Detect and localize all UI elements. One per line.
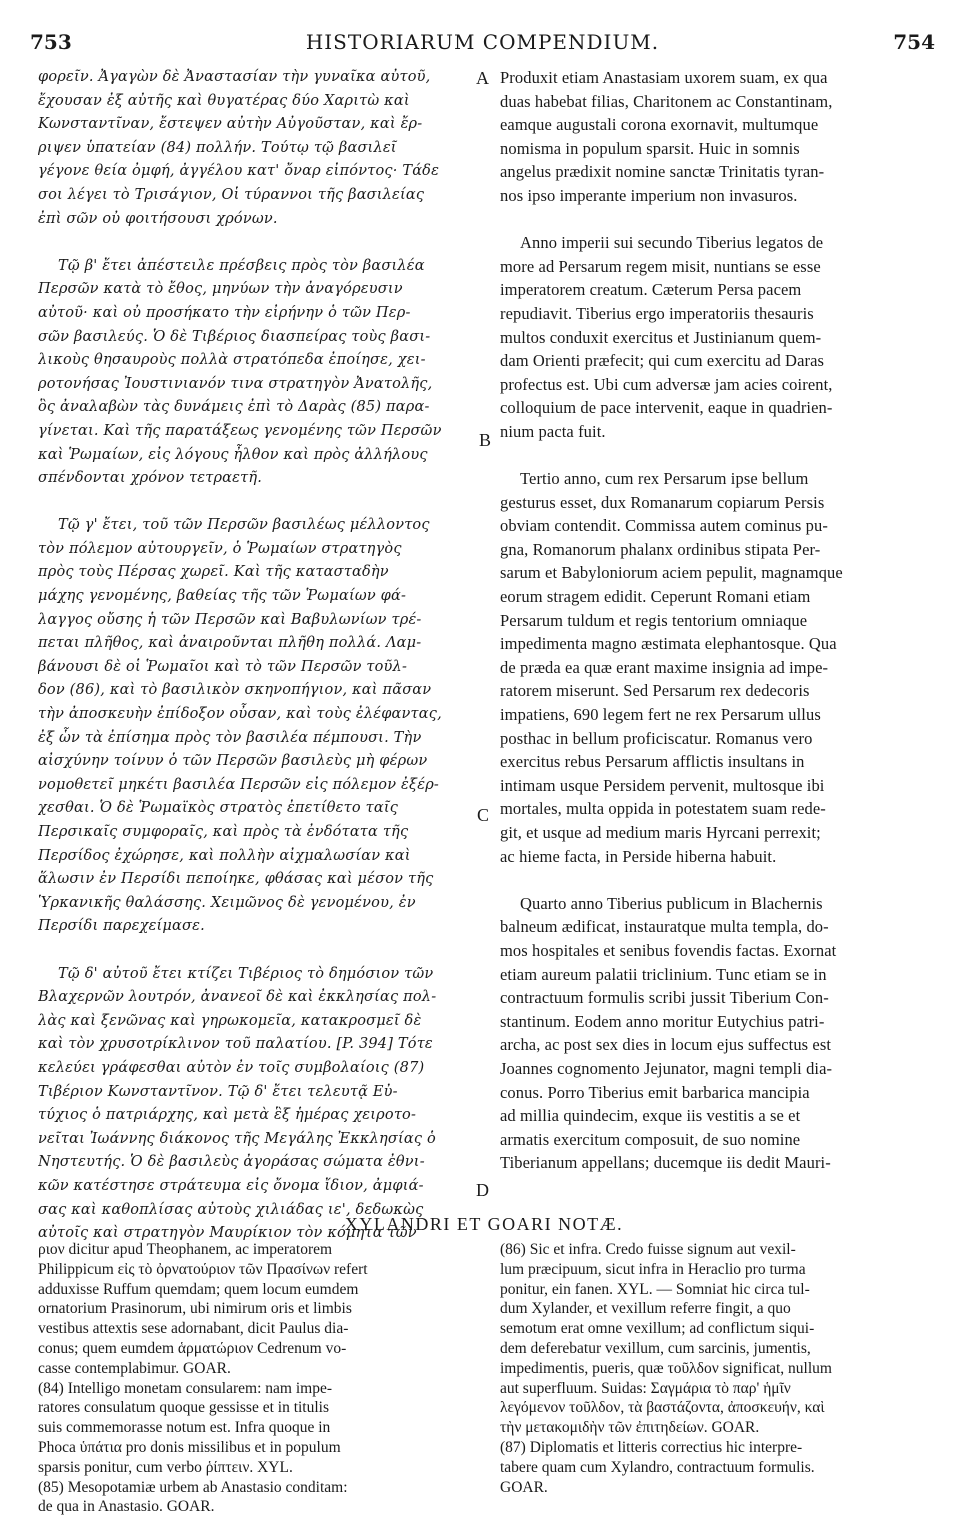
greek-text-line: κῶν κατέστησε στράτευμα εἰς ὄνομα ἴδιον, ἀμφιά- xyxy=(38,1177,424,1194)
greek-text-line: ἐξ ὧν τὰ ἐπίσημα πρὸς τὸν βασιλέα πέμπουσι. Τὴν xyxy=(38,729,422,746)
latin-text-line: mortales, multa oppida in potestatem suam rede- xyxy=(500,799,826,819)
greek-text-line: χεσθαι. Ὁ δὲ Ῥωμαϊκὸς στρατὸς ἐπετίθετο ταῖς xyxy=(38,800,399,817)
greek-text-line: βάνουσι δὲ οἱ Ῥωμαῖοι καὶ τὸ τῶν Περσῶν τοῦλ- xyxy=(38,658,408,675)
latin-text-line: gna, Romanorum phalanx ordinibus stipata Per- xyxy=(500,539,821,559)
latin-text-line: exercitus rebus Persarum afflictis insultans in xyxy=(500,752,805,772)
latin-text-line: Anno imperii sui secundo Tiberius legatos de xyxy=(520,233,824,253)
latin-text-line: gesturus esset, dux Romanarum copiarum Persis xyxy=(500,492,825,512)
right-note-line: semotum erat omne vexillum; ad conflictum siqui- xyxy=(500,1320,815,1338)
notes-left-column xyxy=(38,1240,470,1517)
greek-text-line: δον (86), καὶ τὸ βασιλικὸν σκηνοπήγιον, καὶ πᾶσαν xyxy=(38,682,432,699)
left-note-line: suis commemorasse notum est. Infra quoque in xyxy=(38,1419,331,1437)
latin-text-line: impatiens, 690 legem fert ne rex Persarum ullus xyxy=(500,705,821,725)
latin-text-line: archa, ac post sex dies in locum ejus suffectus est xyxy=(500,1035,832,1055)
greek-text-line: νεῖται Ἰωάννης διάκονος τῆς Μεγάλης Ἐκκλησίας ὁ xyxy=(38,1130,436,1147)
left-note-line: ornatorium Prasinorum, ubi nimirum oris et limbis xyxy=(38,1300,352,1318)
latin-text-line: imperatorem creatum. Cæterum Persa pacem xyxy=(500,280,802,300)
greek-text-line: τὸν πόλεμον αὐτουργεῖν, ὁ Ῥωμαίων στρατηγὸς xyxy=(38,540,402,557)
latin-text-line: colloquium de pace intervenit, eaque in quadrien- xyxy=(500,398,833,418)
page-number-left: 753 xyxy=(30,30,72,54)
greek-text-line: Περσῶν κατὰ τὸ ἔθος, μηνύων τὴν ἀναγόρευσιν xyxy=(38,281,403,298)
greek-text-line: πρὸς τοὺς Πέρσας χωρεῖ. Καὶ τῆς κατασταδὴν xyxy=(38,564,389,581)
greek-text-line: καὶ τὸν χρυσοτρίκλινον τοῦ παλατίου. [P. 394] Τότε xyxy=(38,1036,433,1053)
latin-text-line: stantinum. Eodem anno moritur Eutychius patri- xyxy=(500,1011,825,1031)
greek-text-line: Τιβέριον Κωνσταντῖνον. Τῷ δ' ἔτει τελευτᾷ Εὐ- xyxy=(38,1083,398,1100)
greek-text-line: ἔχουσαν ἐξ αὐτῆς καὶ θυγατέρας δύο Χαριτὼ καὶ xyxy=(38,92,410,109)
greek-text-line: αὐτοῖς καὶ στρατηγὸν Μαυρίκιον τὸν κόμητα τῶν xyxy=(38,1225,417,1242)
latin-text-line: Produxit etiam Anastasiam uxorem suam, ex qua xyxy=(500,68,828,87)
latin-text-line: ad millia quindecim, exque iis vestitis a se et xyxy=(500,1106,801,1126)
greek-text-line: σοι λέγει τὸ Τρισάγιον, Οἱ τύραννοι τῆς βασιλείας xyxy=(38,186,425,203)
greek-text-line: γίνεται. Καὶ τῆς παρατάξεως γενομένης τῶν Περσῶν xyxy=(38,422,442,439)
greek-text-line: Βλαχερνῶν λουτρόν, ἀνανεοῖ δὲ καὶ ἐκκλησίας πολ- xyxy=(38,989,437,1006)
greek-text-line: σπένδονται χρόνον τετραετῆ. xyxy=(38,470,263,487)
latin-text-line: balneum ædificat, instauratque multa templa, do- xyxy=(500,917,829,937)
left-note-line: (84) Intelligo monetam consularem: nam impe- xyxy=(38,1379,332,1397)
latin-text-line: nium pacta fuit. xyxy=(500,421,606,441)
left-note-line: (85) Mesopotamiæ urbem ab Anastasio conditam: xyxy=(38,1478,348,1496)
left-note-line: ριον dicitur apud Theophanem, ac imperatorem xyxy=(38,1241,333,1258)
latin-text-line: impedimenta magno æstimata elephantosque. Qua xyxy=(500,634,837,654)
latin-text-line: sarum et Babyloniorum aciem pepulit, magnamque xyxy=(500,563,843,583)
latin-text-line: mos hospitales et senibus fovendis factas. Exornat xyxy=(500,940,837,960)
right-note-line: tabere quam cum Xylandro, contractuum formulis. xyxy=(500,1458,815,1476)
greek-text-line: Τῷ γ' ἔτει, τοῦ τῶν Περσῶν βασιλέως μέλλοντος xyxy=(58,517,430,534)
latin-text-line: conus. Porro Tiberius emit barbarica mancipia xyxy=(500,1082,810,1102)
latin-text-line: angelus prædixit nomine sanctæ Trinitatis tyran- xyxy=(500,162,825,182)
latin-text-line: repudiavit. Tiberius ergo imperatoriis thesauris xyxy=(500,303,814,323)
greek-text-line: λικοὺς θησαυροὺς πολλὰ στρατόπεδα ἐποίησε, χει- xyxy=(38,352,426,369)
greek-paragraph xyxy=(38,514,470,939)
latin-text-line: eamque augustali corona exornavit, multumque xyxy=(500,115,819,135)
latin-text-line: armatis exercitum composuit, de suo nomine xyxy=(500,1129,801,1149)
left-note-line: adduxisse Ruffum quemdam; quem locum eumdem xyxy=(38,1280,359,1298)
latin-text-line: eorum stragem edidit. Ceperunt Romani etiam xyxy=(500,587,811,607)
latin-text-line: ac hieme facta, in Perside hiberna habuit. xyxy=(500,846,777,866)
section-marker-b: B xyxy=(479,430,492,450)
right-note-line: (86) Sic et infra. Credo fuisse signum aut vexil- xyxy=(500,1241,796,1258)
greek-text-line: τὴν ἀποσκευὴν ἐπίδοξον οὖσαν, καὶ τοὺς ἐλέφαντας, xyxy=(38,706,442,723)
notes-right-column xyxy=(500,1240,932,1497)
latin-text-line: de præda ea quæ erant maxime insignia ad impe- xyxy=(500,657,829,677)
latin-text-line: Quarto anno Tiberius publicum in Blachernis xyxy=(520,893,823,913)
greek-text-line: τύχιος ὁ πατριάρχης, καὶ μετὰ ἓξ ἡμέρας χειροτο- xyxy=(38,1107,417,1124)
running-title: HISTORIARUM COMPENDIUM. xyxy=(305,30,660,54)
greek-text-line: Τῷ β' ἔτει ἀπέστειλε πρέσβεις πρὸς τὸν βασιλέα xyxy=(58,257,425,274)
greek-text-line: ἅλωσιν ἐν Περσίδι πεποίηκε, φθάσας καὶ μέσον τῆς xyxy=(38,871,434,888)
greek-text-line: Περσικαῖς συμφοραῖς, καὶ πρὸς τὰ ἐνδότατα τῆς xyxy=(38,824,409,840)
greek-text-line: ὃς ἀναλαβὼν τὰς δυνάμεις ἐπὶ τὸ Δαρὰς (85) παρα- xyxy=(38,399,430,416)
greek-text-line: νομοθετεῖ μηκέτι βασιλέα Περσῶν εἰς πόλεμον ἐξέρ- xyxy=(38,776,440,793)
greek-text-line: καὶ Ῥωμαίων, εἰς λόγους ἦλθον καὶ πρὸς ἀλλήλους xyxy=(38,446,428,463)
right-note-line: ponitur, ein fanen. XYL. — Somniat hic circa tul- xyxy=(500,1280,810,1298)
right-note-line: dem deferebatur vexillum, cum sarcinis, jumentis, xyxy=(500,1339,811,1357)
left-note-line: Phoca ὑπάτια pro donis missilibus et in populum xyxy=(38,1438,341,1456)
latin-text-line: posthac in bellum proficiscatur. Romanus vero xyxy=(500,728,813,748)
greek-text-line: σῶν βασιλεύς. Ὁ δὲ Τιβέριος διασπείρας τοὺς βασι- xyxy=(38,328,431,345)
greek-text-line: λαγγος οὔσης ἡ τῶν Περσῶν καὶ Βαβυλωνίων τρέ- xyxy=(38,611,422,628)
latin-text-line: nos ipso imperante imperium non invasuros. xyxy=(500,185,798,205)
latin-text-line: intimam usque Persidem pervenit, multosque ibi xyxy=(500,775,825,795)
greek-text-line: γέγονε θεία ὀμφή, ἀγγέλου κατ' ὄναρ εἰπόντος· Τάδε xyxy=(38,163,440,180)
greek-text-line: Νηστευτής. Ὁ δὲ βασιλεὺς ἀγοράσας σώματα ἐθνι- xyxy=(38,1154,425,1171)
left-note-line: sparsis ponitur, cum verbo ῥίπτειν. XYL. xyxy=(38,1458,293,1476)
greek-text-line: μάχης γενομένης, βαθείας τῆς τῶν Ῥωμαίων φά- xyxy=(38,588,407,605)
greek-text-line: ἐπὶ σῶν οὐ φοιτήσουσι χρόνων. xyxy=(38,210,278,227)
latin-text-line: multos conduxit exercitus et Justinianum quem- xyxy=(500,327,822,347)
greek-text-column xyxy=(38,66,470,1269)
latin-text-line: obviam contendit. Commissa autem cominus pu- xyxy=(500,516,828,536)
latin-text-line: Persarum tuldum et regis tentorium omniaque xyxy=(500,610,808,630)
page-number-right: 754 xyxy=(893,30,935,54)
right-note-line: aut superfluum. Suidas: Σαγμάρια τὸ παρ' ἡμῖν xyxy=(500,1379,791,1397)
greek-paragraph xyxy=(38,66,470,231)
latin-text-line: Tertio anno, cum rex Persarum ipse bellum xyxy=(520,469,809,489)
latin-text-column xyxy=(500,66,932,1199)
greek-text-line: Κωνσταντῖναν, ἔστεψεν αὐτὴν Αὐγοῦσταν, καὶ ἔρ- xyxy=(38,116,423,133)
latin-text-line: Tiberianum appellans; ducemque iis dedit Mauri- xyxy=(500,1153,831,1173)
greek-text-line: πεται πλῆθος, καὶ ἀναιροῦνται πλῆθη πολλά. Λαμ- xyxy=(38,635,422,652)
greek-text-line: φορεῖν. Ἀγαγὼν δὲ Ἀναστασίαν τὴν γυναῖκα αὐτοῦ, xyxy=(38,69,431,85)
right-note-line: dum Xylander, et vexillum referre fingit, a quo xyxy=(500,1300,791,1318)
latin-text-line: contractuum formulis scribi jussit Tiberium Con- xyxy=(500,988,829,1008)
left-note-line: vestibus attextis sese adornabant, dicit Paulus dia- xyxy=(38,1320,349,1338)
right-note-line: τὴν μετακομιδὴν τῶν ἐπιτηδείων. GOAR. xyxy=(500,1419,760,1437)
right-note-line: (87) Diplomatis et litteris correctius hic interpre- xyxy=(500,1438,803,1456)
left-note-line: conus; quem eumdem ἁρματώριον Cedrenum vo- xyxy=(38,1339,347,1357)
right-note-line: GOAR. xyxy=(500,1478,548,1496)
latin-paragraph xyxy=(500,892,932,1175)
latin-paragraph xyxy=(500,66,932,208)
latin-text-line: duas habebat filias, Charitonem ac Constantinam, xyxy=(500,91,833,111)
latin-text-line: profectus est. Ubi cum adversæ jam acies coirent, xyxy=(500,374,833,394)
greek-text-line: Περσίδος ἐχώρησε, καὶ πολλὴν αἰχμαλωσίαν καὶ xyxy=(38,847,411,864)
greek-text-line: Περσίδι παρεχείμασε. xyxy=(38,918,205,935)
latin-text-line: more ad Persarum regem misit, nuntians se esse xyxy=(500,256,821,276)
greek-text-line: ροτονήσας Ἰουστινιανόν τινα στρατηγὸν Ἀνατολῆς, xyxy=(38,375,433,392)
latin-paragraph xyxy=(500,231,932,443)
greek-text-line: σας καὶ καθοπλίσας αὐτοὺς χιλιάδας ιε', δεδωκὼς xyxy=(38,1201,424,1218)
greek-text-line: κελεύει γράφεσθαι αὐτὸν ἐν τοῖς συμβολαίοις (87) xyxy=(38,1059,425,1076)
latin-text-line: ratorem miserunt. Sed Persarum rex dedecoris xyxy=(500,681,810,701)
left-note-line: de qua in Anastasio. GOAR. xyxy=(38,1498,215,1516)
greek-paragraph xyxy=(38,255,470,491)
latin-text-line: etiam aureum palatii triclinium. Tunc etiam se in xyxy=(500,964,827,984)
section-marker-d: D xyxy=(476,1180,489,1200)
greek-text-line: Τῷ δ' αὐτοῦ ἔτει κτίζει Τιβέριος τὸ δημόσιον τῶν xyxy=(58,965,434,982)
right-note-line: impedimentis, pueris, quæ τοῦλδον significat, nullum xyxy=(500,1359,832,1377)
right-note-line: λεγόμενον τοῦλδον, τὰ βαστάζοντα, ἀποσκευήν, καὶ xyxy=(500,1399,825,1417)
latin-paragraph xyxy=(500,467,932,868)
section-marker-c: C xyxy=(477,805,490,825)
section-marker-a: A xyxy=(476,68,489,88)
right-note-line: lum præcipuum, sicut infra in Heraclio pro turma xyxy=(500,1260,806,1278)
latin-text-line: nomisma in populum sparsit. Huic in somnis xyxy=(500,138,800,158)
latin-text-line: Joannes cognomento Jejunator, magni templi dia- xyxy=(500,1058,833,1078)
left-note-line: Philippicum εἰς τὸ ὀρνατούριον τῶν Πρασίνων refert xyxy=(38,1260,368,1278)
greek-text-line: λὰς καὶ ξενῶνας καὶ γηρωκομεῖα, κατακροσμεῖ δὲ xyxy=(38,1012,422,1029)
greek-text-line: αἰσχύνην τοίνυν ὁ τῶν Περσῶν βασιλεὺς μὴ φέρων xyxy=(38,753,428,770)
latin-text-line: git, et usque ad medium maris Hyrcani perrexit; xyxy=(500,823,821,842)
greek-text-line: αὐτοῦ· καὶ οὐ προσήκατο τὴν εἰρήνην ὁ τῶν Περ- xyxy=(38,304,411,321)
greek-paragraph xyxy=(38,963,470,1246)
greek-text-line: ριψεν ὑπατείαν (84) πολλήν. Τούτῳ τῷ βασιλεῖ xyxy=(38,139,397,156)
running-header xyxy=(30,30,935,58)
notes-heading: XYLANDRI ET GOARI NOTÆ. xyxy=(344,1214,624,1234)
left-note-line: casse contemplabimur. GOAR. xyxy=(38,1359,231,1377)
latin-text-line: dam Orienti præfecit; qui cum exercitu ad Daras xyxy=(500,351,825,371)
left-note-line: ratores consulatum quoque gessisse et in titulis xyxy=(38,1399,330,1417)
greek-text-line: Ὑρκανικῆς θαλάσσης. Χειμῶνος δὲ γενομένου, ἐν xyxy=(38,894,416,911)
